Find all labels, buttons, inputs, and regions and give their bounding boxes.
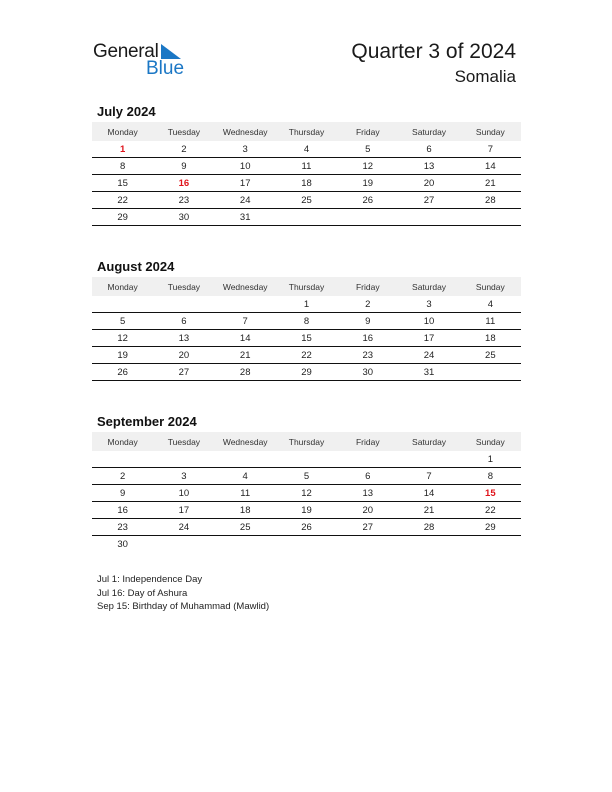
day-cell: 19: [337, 175, 398, 192]
day-cell: 15: [276, 330, 337, 347]
empty-cell: [398, 451, 459, 468]
week-row: [92, 330, 521, 347]
weekday-header: Thursday: [276, 432, 337, 451]
day-cell: 10: [153, 485, 214, 502]
month-july: [92, 104, 521, 226]
weekday-header: Sunday: [460, 432, 521, 451]
day-cell: 29: [276, 364, 337, 381]
day-cell: 20: [153, 347, 214, 364]
country-name: Somalia: [454, 67, 516, 86]
week-row: [92, 296, 521, 313]
empty-cell: [153, 451, 214, 468]
day-cell: 4: [460, 296, 521, 313]
week-row: [92, 209, 521, 226]
day-cell: 18: [276, 175, 337, 192]
day-cell: 7: [215, 313, 276, 330]
empty-cell: [276, 536, 337, 553]
day-cell: 2: [92, 468, 153, 485]
day-cell: 5: [337, 141, 398, 158]
month-title: July 2024: [97, 104, 156, 119]
day-cell: 31: [398, 364, 459, 381]
logo-text-blue: Blue: [146, 58, 185, 79]
week-row: [92, 502, 521, 519]
day-cell: 9: [153, 158, 214, 175]
day-cell: 12: [276, 485, 337, 502]
week-row: [92, 313, 521, 330]
empty-cell: [276, 209, 337, 226]
empty-cell: [215, 451, 276, 468]
day-cell: 2: [153, 141, 214, 158]
day-cell: 28: [215, 364, 276, 381]
day-cell: 13: [398, 158, 459, 175]
weekday-header: Wednesday: [215, 122, 276, 141]
day-cell: 4: [276, 141, 337, 158]
month-title: August 2024: [97, 259, 175, 274]
day-cell: 16: [337, 330, 398, 347]
logo-text-general: General: [93, 41, 159, 62]
day-cell: 10: [215, 158, 276, 175]
day-cell: 24: [153, 519, 214, 536]
weekday-header: Wednesday: [215, 277, 276, 296]
day-cell: 6: [337, 468, 398, 485]
empty-cell: [92, 296, 153, 313]
day-cell: 25: [215, 519, 276, 536]
week-row: [92, 451, 521, 468]
weekday-header: Thursday: [276, 277, 337, 296]
day-cell: 2: [337, 296, 398, 313]
day-cell: 8: [276, 313, 337, 330]
weekday-header-row: [92, 122, 521, 141]
day-cell: 9: [337, 313, 398, 330]
day-cell: 14: [460, 158, 521, 175]
month-title: September 2024: [97, 414, 197, 429]
week-row: [92, 364, 521, 381]
empty-cell: [215, 536, 276, 553]
day-cell: 30: [117, 538, 128, 550]
day-cell: 7: [460, 141, 521, 158]
weekday-header: Wednesday: [215, 432, 276, 451]
day-cell: 26: [276, 519, 337, 536]
weekday-header: Sunday: [460, 122, 521, 141]
day-cell: 21: [398, 502, 459, 519]
empty-cell: [460, 209, 521, 226]
day-cell: 8: [92, 158, 153, 175]
day-cell: 17: [215, 175, 276, 192]
holiday-note: Jul 1: Independence Day: [97, 574, 203, 585]
day-cell: 27: [398, 192, 459, 209]
day-cell: 25: [276, 192, 337, 209]
day-cell: 23: [92, 519, 153, 536]
weekday-header: Sunday: [460, 277, 521, 296]
weekday-header: Thursday: [276, 122, 337, 141]
month-september: [92, 414, 521, 552]
day-cell: 11: [460, 313, 521, 330]
day-cell: 28: [398, 519, 459, 536]
week-row: [92, 158, 521, 175]
day-cell: 22: [276, 347, 337, 364]
day-cell: 28: [460, 192, 521, 209]
day-cell: 30: [153, 209, 214, 226]
day-cell: 13: [337, 485, 398, 502]
empty-cell: [337, 451, 398, 468]
day-cell: 6: [153, 313, 214, 330]
logo-triangle-icon: [161, 44, 181, 59]
day-cell: 30: [337, 364, 398, 381]
day-cell: 24: [398, 347, 459, 364]
day-cell: 27: [153, 364, 214, 381]
day-cell: 20: [337, 502, 398, 519]
day-cell: 3: [153, 468, 214, 485]
weekday-header: Tuesday: [153, 432, 214, 451]
holiday-notes: [97, 573, 269, 614]
day-cell: 26: [337, 192, 398, 209]
day-cell: 14: [215, 330, 276, 347]
calendar-table: [92, 277, 521, 381]
day-cell: 1: [460, 451, 521, 468]
week-row: [92, 468, 521, 485]
day-cell: 5: [92, 313, 153, 330]
week-row: [92, 485, 521, 502]
weekday-header: Saturday: [398, 432, 459, 451]
day-cell: 8: [460, 468, 521, 485]
day-cell: 18: [215, 502, 276, 519]
day-cell: 7: [398, 468, 459, 485]
holiday-note: Jul 16: Day of Ashura: [97, 587, 188, 599]
day-cell: 25: [460, 347, 521, 364]
weekday-header: Monday: [92, 432, 153, 451]
day-cell: 6: [398, 141, 459, 158]
weekday-header: Saturday: [398, 277, 459, 296]
day-cell: 27: [337, 519, 398, 536]
day-cell: 23: [153, 192, 214, 209]
day-cell: 5: [276, 468, 337, 485]
empty-cell: [215, 296, 276, 313]
empty-cell: [337, 209, 398, 226]
day-cell: 12: [337, 158, 398, 175]
empty-cell: [153, 296, 214, 313]
week-row: [92, 192, 521, 209]
empty-cell: [460, 364, 521, 381]
week-row: [92, 175, 521, 192]
empty-cell: [92, 451, 153, 468]
empty-cell: [153, 536, 214, 553]
month-august: [92, 259, 521, 381]
day-cell: 19: [92, 347, 153, 364]
empty-cell: [276, 451, 337, 468]
logo: [93, 41, 193, 81]
day-cell: 17: [398, 330, 459, 347]
weekday-header-row: [92, 432, 521, 451]
page-title: Quarter 3 of 2024: [351, 40, 516, 63]
day-cell: 19: [276, 502, 337, 519]
day-cell: 14: [398, 485, 459, 502]
day-cell: 17: [153, 502, 214, 519]
holiday-note: Sep 15: Birthday of Muhammad (Mawlid): [97, 601, 270, 612]
day-cell: 15: [92, 175, 153, 192]
day-cell: 11: [276, 158, 337, 175]
day-cell: 22: [460, 502, 521, 519]
day-cell: 26: [92, 364, 153, 381]
day-cell: 29: [460, 519, 521, 536]
day-cell: 9: [92, 485, 153, 502]
day-cell: 12: [92, 330, 153, 347]
day-cell: 1: [92, 141, 153, 158]
day-cell: 3: [398, 296, 459, 313]
day-cell: 10: [398, 313, 459, 330]
day-cell: 20: [398, 175, 459, 192]
day-cell: 24: [215, 192, 276, 209]
weekday-header: Friday: [337, 122, 398, 141]
week-row: [92, 141, 521, 158]
week-row: [92, 519, 521, 536]
weekday-header: Friday: [337, 277, 398, 296]
week-row: [92, 536, 521, 553]
calendar-table: [92, 122, 521, 226]
day-cell: 4: [215, 468, 276, 485]
day-cell: 18: [460, 330, 521, 347]
calendar-table: [92, 432, 521, 552]
weekday-header: Monday: [92, 122, 153, 141]
day-cell: 16: [92, 502, 153, 519]
day-cell: 1: [276, 296, 337, 313]
empty-cell: [398, 209, 459, 226]
day-cell: 13: [153, 330, 214, 347]
weekday-header: Saturday: [398, 122, 459, 141]
weekday-header: Tuesday: [153, 277, 214, 296]
empty-cell: [460, 536, 521, 553]
weekday-header: Friday: [337, 432, 398, 451]
weekday-header: Tuesday: [153, 122, 214, 141]
empty-cell: [398, 536, 459, 553]
day-cell: 22: [92, 192, 153, 209]
day-cell: 3: [215, 141, 276, 158]
weekday-header: Monday: [92, 277, 153, 296]
empty-cell: [337, 536, 398, 553]
weekday-header-row: [92, 277, 521, 296]
day-cell: 11: [215, 485, 276, 502]
day-cell: 15: [460, 485, 521, 502]
day-cell: 29: [92, 209, 153, 226]
day-cell: 21: [460, 175, 521, 192]
day-cell: 23: [337, 347, 398, 364]
day-cell: 31: [215, 209, 276, 226]
day-cell: 16: [153, 175, 214, 192]
week-row: [92, 347, 521, 364]
day-cell: 21: [215, 347, 276, 364]
